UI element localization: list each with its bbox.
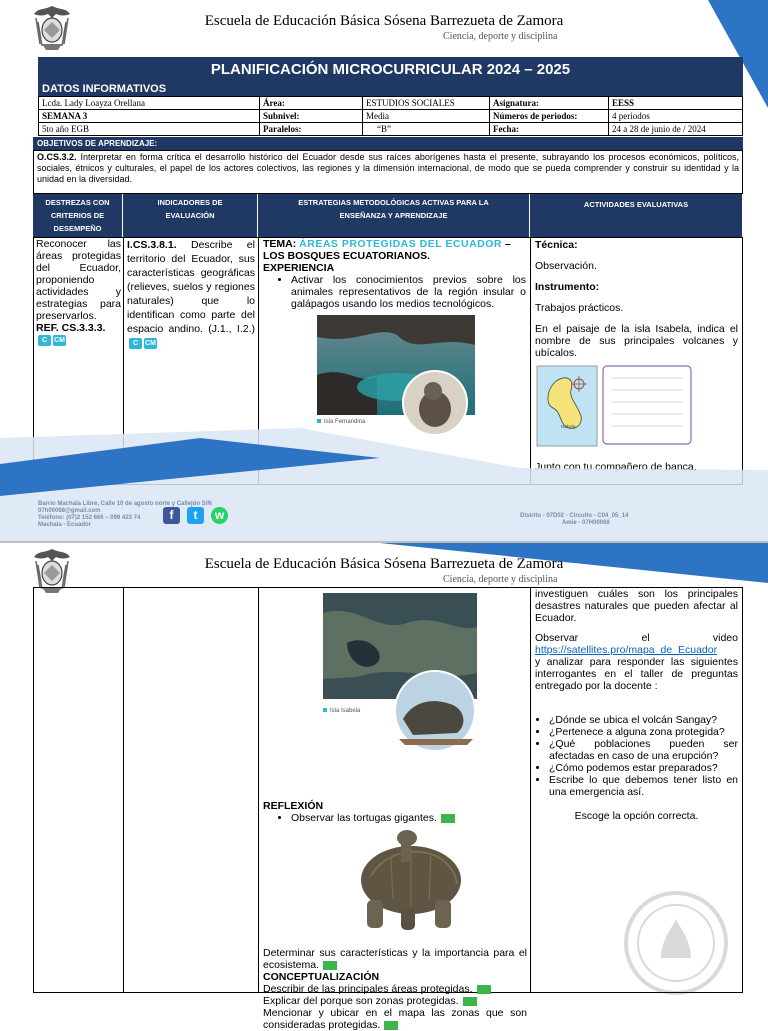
cm-badge-icon: CM (145, 339, 156, 347)
fernandina-photo (317, 315, 487, 433)
twitter-icon[interactable]: t (187, 507, 204, 524)
isabela-caption: Isla Isabela (330, 708, 361, 714)
concept-text-2: Explicar del porque son zonas protegidas. (263, 995, 459, 1007)
info-table (38, 96, 743, 136)
concept-line-3 (263, 1007, 527, 1031)
c-badge-icon: C (129, 338, 142, 349)
subnivel-value: Media (363, 110, 490, 123)
periodos-label: Números de periodos: (490, 110, 609, 123)
concept-text-1: Describir de las principales áreas protegidas. (263, 983, 473, 995)
investiguen-text: investiguen cuáles son los principales desastres naturales que pueden afectar al Ecuador. (535, 588, 738, 624)
fecha-value: 24 a 28 de junio de / 2024 (609, 123, 743, 136)
column-header-estrategias: ESTRATEGIAS METODOLÓGICAS ACTIVAS PARA LA ENSEÑANZA Y APRENDIZAJE (258, 194, 530, 237)
experiencia-list (275, 274, 526, 310)
school-seal-watermark (621, 888, 731, 998)
footer-email: 07h00068@gmail.com (38, 508, 101, 514)
estrategias-cell-page2 (258, 587, 531, 1031)
map-label: Isabela (561, 424, 576, 429)
destreza-ref: REF. CS.3.3.3. (36, 322, 106, 334)
reflexion-item-text: Observar las tortugas gigantes. (291, 812, 437, 824)
destreza-text: Reconocer las áreas protegidas del Ecuador, proponiendo actividades y estrategias para preservarlos. (36, 238, 121, 322)
conceptualizacion-block (263, 947, 527, 1031)
fecha-label: Fecha: (490, 123, 609, 136)
school-motto: Ciencia, deporte y disciplina (443, 31, 558, 42)
questions-list (535, 714, 738, 798)
footer-phone: Teléfono: (07)2 152 666 – 099 423 74 (38, 515, 141, 521)
area-label: Área: (260, 97, 363, 110)
green-marker-icon (477, 985, 491, 994)
footer-left (38, 501, 212, 529)
whatsapp-icon[interactable]: w (211, 507, 228, 524)
column-header-actividades: ACTIVIDADES EVALUATIVAS (530, 194, 743, 237)
concept-text-3: Mencionar y ubicar en el mapa las zonas que son consideradas protegidas. (263, 1007, 527, 1031)
destreza-cell-cont (33, 587, 124, 993)
page-title: PLANIFICACIÓN MICROCURRICULAR 2024 – 2025 (38, 57, 743, 83)
objetivos-header: OBJETIVOS DE APRENDIZAJE: (33, 137, 743, 150)
tortoise-photo (331, 828, 481, 946)
analizar-text: y analizar para responder las siguientes interrogantes en el taller de preguntas entregado por la docente : (535, 656, 738, 692)
paisaje-text: En el paisaje de la isla Isabela, indica el nombre de sus principales volcanes y ubícalos. (535, 323, 738, 359)
indicador-code: I.CS.3.8.1. (127, 239, 177, 251)
actividades-cell-page2 (530, 587, 743, 993)
instrumento-label: Instrumento: (535, 281, 600, 293)
footer-distrito: Distrito - 07D02 - Circuito - C04_05_14 (520, 513, 629, 519)
subnivel-label: Subnivel: (260, 110, 363, 123)
conceptualizacion-heading: CONCEPTUALIZACIÓN (263, 971, 380, 983)
question-2: • ¿Pertenece a alguna zona protegida? (549, 726, 738, 738)
tema-rest: LOS BOSQUES ECUATORIANOS. (263, 250, 431, 262)
fernandina-caption: Isla Fernandina (324, 419, 366, 425)
paralelo-value: “B” (363, 123, 490, 136)
green-marker-icon (463, 997, 477, 1006)
instrumento-value: Trabajos prácticos. (535, 302, 624, 314)
experiencia-heading: EXPERIENCIA (263, 262, 335, 274)
indicador-cell-cont (123, 587, 259, 993)
school-name: Escuela de Educación Básica Sósena Barrezueta de Zamora (204, 13, 564, 29)
column-header-indicadores: INDICADORES DE EVALUACIÓN (123, 194, 258, 237)
reflexion-item (291, 812, 525, 824)
grade-value: 5to año EGB (39, 123, 260, 136)
teacher-name: Lcda. Lady Loayza Orellana (39, 97, 260, 110)
datos-informativos-header: DATOS INFORMATIVOS (38, 82, 743, 96)
question-3: • ¿Qué poblaciones pueden ser afectadas en caso de una erupción? (549, 738, 738, 762)
tecnica-label: Técnica: (535, 239, 578, 251)
c-badge-icon: C (38, 335, 51, 346)
objetivo-body: Interpretar en forma crítica el desarrollo histórico del Ecuador desde sus raíces aborígenes hasta el presente, subrayando los procesos económicos, políticos, sociales, étnicos y culturales, el papel de los actores colectivos, las regiones y la dimensión internacional, de modo que se pueda comprender y construir su identidad y la unidad en la diversidad. (37, 152, 739, 184)
reflexion-block (263, 800, 525, 824)
green-marker-icon (384, 1021, 398, 1030)
question-4: • ¿Cómo podemos estar preparados? (549, 762, 738, 774)
paralelos-label: Paralelos: (260, 123, 363, 136)
question-5: • Escribe lo que debemos tener listo en una emergencia así. (549, 774, 738, 798)
objetivo-code: O.CS.3.2. (37, 152, 77, 162)
reflexion-list (275, 812, 525, 824)
isabela-photo (317, 593, 497, 757)
experiencia-item: • Activar los conocimientos previos sobre los animales representativos de la región insular o galápagos usando los medios tecnológicos. (291, 274, 526, 310)
school-motto: Ciencia, deporte y disciplina (443, 574, 558, 585)
tema-title: ÁREAS PROTEGIDAS DEL ECUADOR (299, 238, 502, 250)
green-marker-icon (441, 814, 455, 823)
footer-amie: Amie - 07H00068 (562, 520, 610, 526)
periodos-value: 4 periodos (609, 110, 743, 123)
objetivos-text (33, 150, 743, 194)
facebook-icon[interactable]: f (163, 507, 180, 524)
observar-text: Observar el video (535, 632, 738, 644)
week-label: SEMANA 3 (39, 110, 260, 123)
asignatura-label: Asignatura: (490, 97, 609, 110)
asignatura-value: EESS (609, 97, 743, 110)
footer-address: Barrio Machala Libre, Calle 10 de agosto norte y Callejón S/N (38, 501, 212, 507)
reflexion-heading: REFLEXIÓN (263, 800, 324, 812)
cm-badge-icon: CM (54, 336, 65, 344)
footer-right (520, 513, 628, 527)
column-header-destrezas: DESTREZAS CON CRITERIOS DE DESEMPEÑO (33, 194, 123, 237)
video-link-row (535, 644, 738, 656)
green-marker-icon (323, 961, 337, 970)
video-link[interactable]: https://satellites.pro/mapa_de_Ecuador (535, 644, 718, 656)
determinar-text: Determinar sus características y la importancia para el ecosistema. (263, 947, 527, 971)
area-value: ESTUDIOS SOCIALES (363, 97, 490, 110)
tema-label: TEMA: (263, 238, 297, 250)
tema-line: TEMA: ÁREAS PROTEGIDAS DEL ECUADOR – LOS BOSQUES ECUATORIANOS. (263, 238, 511, 262)
indicador-text: Describe el territorio del Ecuador, sus características geográficas (relieves, suelos y regiones naturales) que lo identifican como parte del espacio andino. (J.1., I.2.) (127, 239, 255, 335)
school-name: Escuela de Educación Básica Sósena Barrezueta de Zamora (204, 556, 564, 572)
footer-city: Machala - Ecuador (38, 522, 92, 528)
escoge-text: Escoge la opción correcta. (574, 810, 699, 822)
concept-line-1 (263, 983, 527, 995)
tecnica-value: Observación. (535, 260, 597, 272)
document-page-2 (0, 543, 768, 1031)
question-1: • ¿Dónde se ubica el volcán Sangay? (549, 714, 738, 726)
concept-line-2 (263, 995, 527, 1007)
determinar-line (263, 947, 527, 971)
junto-text: Junto con tu compañero de banca, (535, 461, 697, 473)
